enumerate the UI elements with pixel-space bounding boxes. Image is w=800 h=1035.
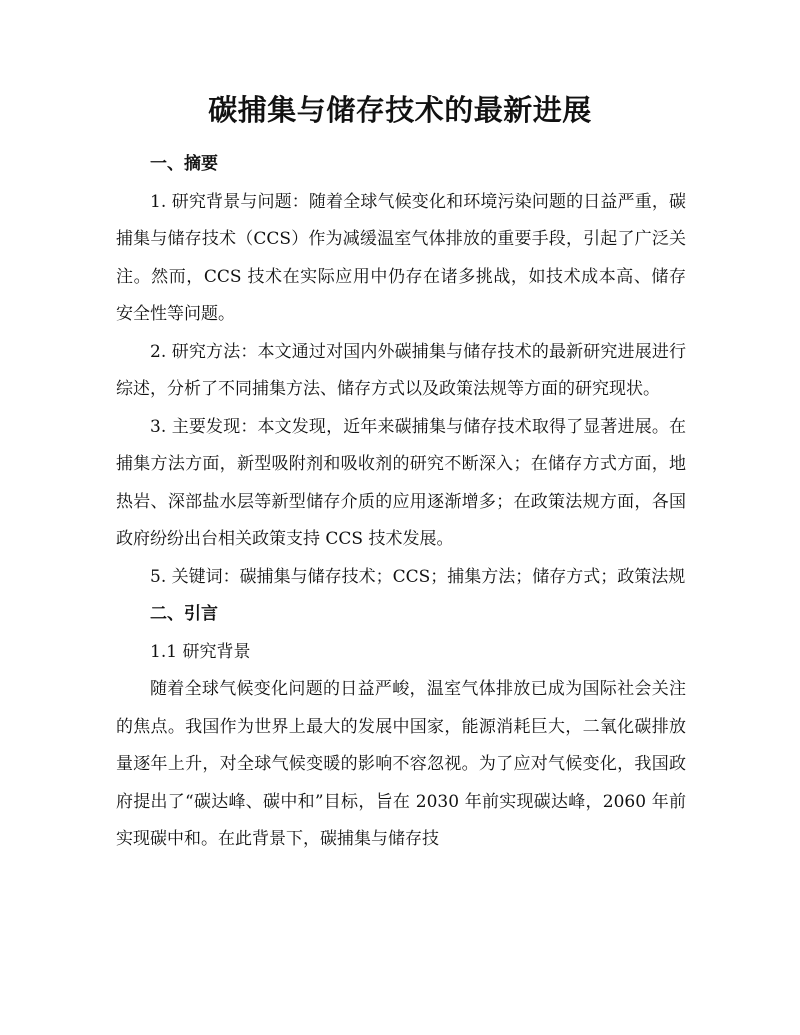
abstract-item-keywords: 5. 关键词：碳捕集与储存技术；CCS；捕集方法；储存方式；政策法规	[150, 566, 686, 587]
abstract-item-findings: 3. 主要发现：本文发现，近年来碳捕集与储存技术取得了显著进展。在捕集方法方面，新型吸附剂和吸收剂的研究不断深入；在储存方式方面，地热岩、深部盐水层等新型储存介质的应用逐渐增多；在政策法规方面，各国政府纷纷出台相关政策支持 CCS 技术发展。	[116, 416, 686, 549]
abstract-item-method: 2. 研究方法：本文通过对国内外碳捕集与储存技术的最新研究进展进行综述，分析了不同捕集方法、储存方式以及政策法规等方面的研究现状。	[116, 341, 686, 399]
abstract-item-background: 1. 研究背景与问题：随着全球气候变化和环境污染问题的日益严重，碳捕集与储存技术（CCS）作为减缓温室气体排放的重要手段，引起了广泛关注。然而，CCS 技术在实际应用中仍存在诸多挑战，如技术成本高、储存安全性等问题。	[116, 191, 686, 324]
background-paragraph: 随着全球气候变化问题的日益严峻，温室气体排放已成为国际社会关注的焦点。我国作为世界上最大的发展中国家，能源消耗巨大，二氧化碳排放量逐年上升，对全球气候变暖的影响不容忽视。为了应对气候变化，我国政府提出了“碳达峰、碳中和”目标，旨在 2030 年前实现碳达峰，2060 年前实现碳中和。在此背景下，碳捕集与储存技	[116, 679, 686, 849]
document-body	[116, 146, 686, 859]
subsection-heading-background: 1.1 研究背景	[150, 641, 251, 662]
section-heading-introduction: 二、引言	[150, 604, 218, 624]
document-title: 碳捕集与储存技术的最新进展	[208, 93, 592, 127]
section-heading-abstract: 一、摘要	[150, 154, 218, 174]
